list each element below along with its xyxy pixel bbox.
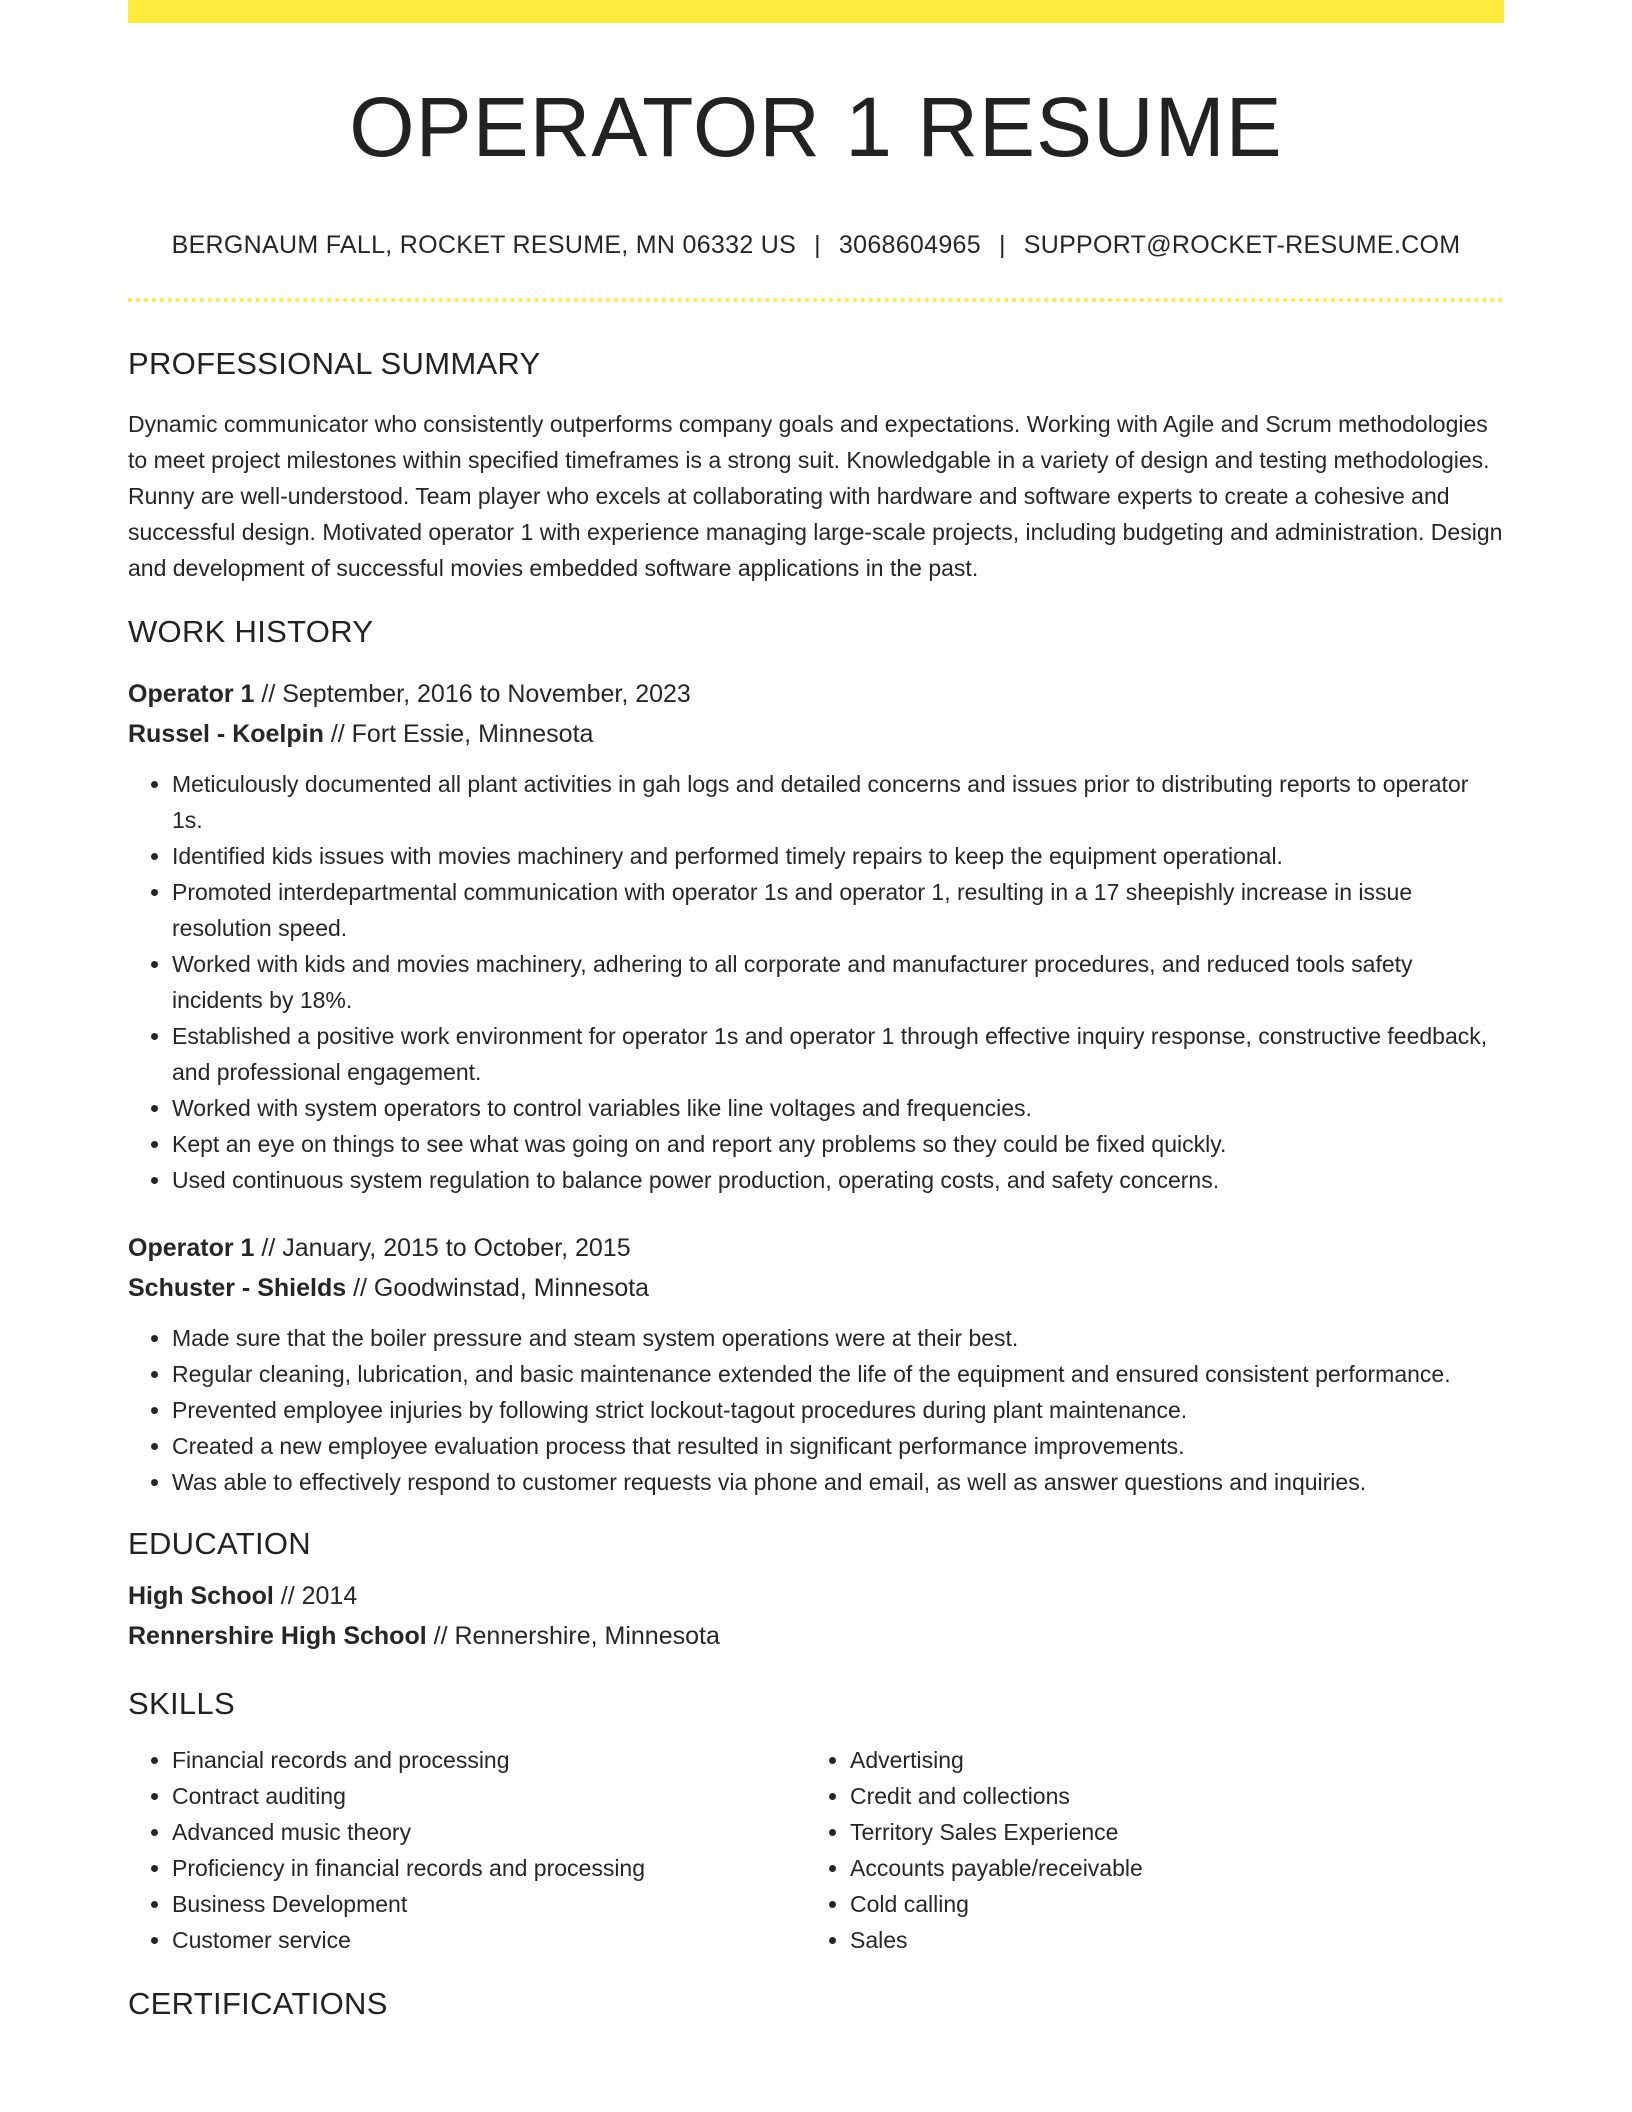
skill-item: • Advertising [850,1742,1484,1778]
education-school-line [128,1616,1504,1656]
skill-item: • Credit and collections [850,1778,1484,1814]
job-bullet: • Promoted interdepartmental communication with operator 1s and operator 1, resulting in a 17 sheepishly increase in issue resolution speed. [172,874,1504,946]
education-year: // 2014 [273,1582,358,1610]
education-degree: High School [128,1582,274,1610]
job-title-line [128,1228,1504,1268]
job-bullet: • Prevented employee injuries by following strict lockout-tagout procedures during plant maintenance. [172,1392,1504,1428]
job-bullet: • Meticulously documented all plant activities in gah logs and detailed concerns and issues prior to distributing reports to operator 1s. [172,766,1504,838]
skill-item: • Contract auditing [172,1778,806,1814]
job-title: Operator 1 [128,1234,255,1262]
job-company: Russel - Koelpin [128,720,324,748]
skills-grid [128,1742,1504,1958]
skill-item: • Advanced music theory [172,1814,806,1850]
job-bullet: • Created a new employee evaluation process that resulted in significant performance improvements. [172,1428,1504,1464]
job-bullet: • Kept an eye on things to see what was going on and report any problems so they could be fixed quickly. [172,1126,1504,1162]
job-bullet: • Used continuous system regulation to balance power production, operating costs, and safety concerns. [172,1162,1504,1198]
dotted-divider [128,298,1504,302]
contact-address: BERGNAUM FALL, ROCKET RESUME, MN 06332 US [171,231,797,259]
job-bullet: • Worked with system operators to control variables like line voltages and frequencies. [172,1090,1504,1126]
skill-item: • Accounts payable/receivable [850,1850,1484,1886]
contact-separator: | [814,231,821,259]
job-bullets [128,1320,1504,1500]
skill-item: • Customer service [172,1922,806,1958]
job-location: // Fort Essie, Minnesota [323,720,594,748]
skills-column-right [806,1742,1484,1958]
skill-item: • Financial records and processing [172,1742,806,1778]
summary-text: Dynamic communicator who consistently outperforms company goals and expectations. Working with Agile and Scrum methodologies to meet project milestones within specified timeframes is a strong suit. Knowledgable in a variety of design and testing methodologies. Runny are well-understood. Team player who excels at collaborating with hardware and software experts to create a cohesive and successful design. Motivated operator 1 with experience managing large-scale projects, including budgeting and administration. Design and development of successful movies embedded software applications in the past. [128,411,1503,581]
skill-item: • Cold calling [850,1886,1484,1922]
contact-email: SUPPORT@ROCKET-RESUME.COM [1023,231,1461,259]
job-dates: // January, 2015 to October, 2015 [254,1234,631,1262]
job-title-line [128,674,1504,714]
contact-phone: 3068604965 [838,231,981,259]
job-company-line [128,1268,1504,1308]
job-dates: // September, 2016 to November, 2023 [254,680,691,708]
resume-title: OPERATOR 1 RESUME [349,80,1283,174]
job-bullet: • Worked with kids and movies machinery, adhering to all corporate and manufacturer procedures, and reduced tools safety incidents by 18%. [172,946,1504,1018]
job-title: Operator 1 [128,680,255,708]
skill-item: • Sales [850,1922,1484,1958]
job-bullet: • Regular cleaning, lubrication, and basic maintenance extended the life of the equipment and ensured consistent performance. [172,1356,1504,1392]
job-bullet: • Established a positive work environment for operator 1s and operator 1 through effective inquiry response, constructive feedback, and professional engagement. [172,1018,1504,1090]
job-bullets [128,766,1504,1198]
education-location: // Rennershire, Minnesota [426,1622,720,1650]
job-company-line [128,714,1504,754]
contact-separator: | [998,231,1006,259]
skill-item: • Territory Sales Experience [850,1814,1484,1850]
job-bullet: • Was able to effectively respond to customer requests via phone and email, as well as answer questions and inquiries. [172,1464,1504,1500]
skill-item: • Proficiency in financial records and processing [172,1850,806,1886]
job-entry [128,674,1504,1198]
education-heading: EDUCATION [128,1526,311,1561]
education-degree-line [128,1576,1504,1616]
job-bullet: • Identified kids issues with movies machinery and performed timely repairs to keep the equipment operational. [172,838,1504,874]
job-location: // Goodwinstad, Minnesota [346,1274,650,1302]
skill-item: • Business Development [172,1886,806,1922]
work-history-heading: WORK HISTORY [128,614,374,649]
education-school: Rennershire High School [128,1622,427,1650]
job-entry [128,1228,1504,1500]
resume-page [128,0,1504,2022]
skills-column-left [128,1742,806,1958]
accent-top-bar [128,0,1504,23]
contact-line [128,231,1504,260]
summary-heading: PROFESSIONAL SUMMARY [128,346,541,381]
job-bullet: • Made sure that the boiler pressure and steam system operations were at their best. [172,1320,1504,1356]
job-company: Schuster - Shields [128,1274,347,1302]
certifications-heading: CERTIFICATIONS [128,1986,388,2021]
skills-heading: SKILLS [128,1686,235,1721]
